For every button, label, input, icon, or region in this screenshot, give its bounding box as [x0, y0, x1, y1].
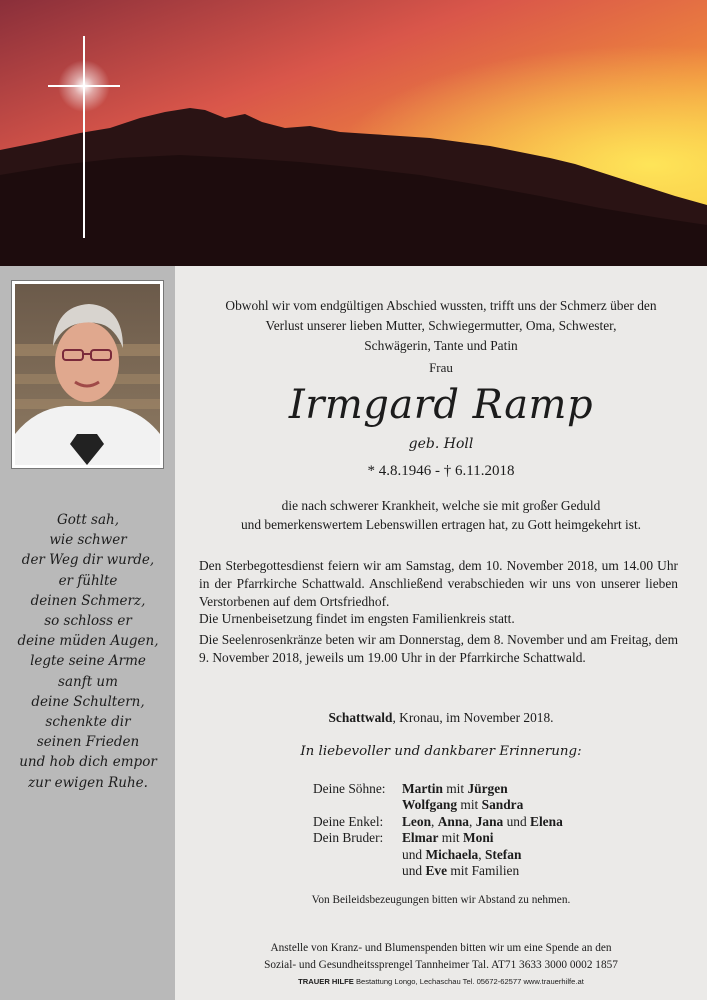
connector: und — [402, 863, 426, 879]
son-name: Martin — [402, 781, 443, 796]
connector: und — [402, 846, 426, 862]
poem-line: wie schwer — [49, 532, 127, 549]
illness-line: die nach schwerer Krankheit, welche sie mit großer Geduld — [281, 498, 601, 513]
connector: mit — [442, 781, 468, 796]
poem-line: und hob dich empor — [19, 754, 157, 771]
family-row — [313, 830, 563, 846]
relative-name: Michaela — [425, 846, 479, 862]
birth-name: geb. Holl — [408, 436, 474, 452]
condolences-note: Von Beileidsbezeugungen bitten wir Abstand zu nehmen. — [311, 894, 571, 906]
poem-line: Gott sah, — [56, 512, 119, 528]
rosary-paragraph: Die Seelenrosenkränze beten wir am Donnerstag, dem 8. November und am Freitag, dem 9. November 2018, jeweils um 19.00 Uhr in der Pfarrkirche Schattwald. — [199, 632, 678, 665]
poem-line: zur ewigen Ruhe. — [28, 774, 148, 791]
illness-line: und bemerkenswertem Lebenswillen ertragen hat, zu Gott heimgekehrt ist. — [240, 517, 642, 532]
intro-text — [195, 296, 687, 356]
grandchild-name: Elena — [530, 813, 563, 829]
footer-credit — [195, 977, 687, 986]
donation-line: Sozial- und Gesundheitssprengel Tannheimer Tal. AT71 3633 3000 0002 1857 — [264, 959, 618, 971]
poem — [8, 510, 168, 793]
connector: , — [478, 846, 485, 862]
poem-line: seinen Frieden — [36, 734, 140, 751]
brother-label: Dein Bruder: — [313, 830, 384, 846]
place-date-rest: , Kronau, im November 2018. — [392, 710, 554, 725]
connector: , — [469, 813, 476, 829]
funeral-paragraph: Den Sterbegottesdienst feiern wir am Samstag, dem 10. November 2018, um 14.00 Uhr in der Pfarrkirche Schattwald. Anschließend verabschieden wir uns von unserer lieben Verstorbenen auf dem Ortsfriedhof. — [199, 558, 678, 609]
connector: mit — [438, 830, 464, 846]
intro-line: Obwohl wir vom endgültigen Abschied wussten, trifft uns der Schmerz über den — [225, 298, 657, 313]
poem-line: so schloss er — [44, 613, 132, 630]
connector: mit Familien — [447, 863, 520, 879]
portrait-photo — [11, 280, 164, 469]
relative-name: Stefan — [484, 846, 522, 862]
donation-line: Anstelle von Kranz- und Blumenspenden bitten wir um eine Spende an den — [270, 942, 612, 954]
header-sunset-photo — [0, 0, 707, 266]
son-name: Wolfgang — [402, 797, 458, 813]
connector: , — [431, 813, 438, 829]
grandchildren-label: Deine Enkel: — [313, 813, 384, 829]
family-row — [313, 814, 563, 830]
partner-name: Sandra — [481, 797, 524, 813]
poem-line: der Weg dir wurde, — [21, 552, 155, 569]
salutation: Frau — [429, 360, 453, 375]
family-list — [313, 781, 563, 879]
relative-name: Eve — [425, 863, 448, 879]
deceased-name: Irmgard Ramp — [288, 382, 594, 428]
place-name: Schattwald — [328, 710, 393, 725]
place-date — [195, 710, 687, 726]
sons-label: Deine Söhne: — [313, 781, 386, 796]
life-dates: * 4.8.1946 - † 6.11.2018 — [367, 463, 515, 479]
poem-line: sanft um — [58, 673, 118, 690]
memory-line: In liebevoller und dankbarer Erinnerung: — [300, 744, 582, 759]
intro-line: Schwägerin, Tante und Patin — [364, 338, 518, 353]
poem-line: legte seine Arme — [30, 653, 146, 670]
brother-name: Elmar — [402, 830, 439, 846]
poem-line: deinen Schmerz, — [30, 592, 146, 609]
footer-brand: TRAUER HILFE — [298, 977, 354, 986]
partner-name: Jürgen — [467, 781, 508, 796]
donation-note — [195, 940, 687, 974]
connector: mit — [457, 797, 482, 813]
family-row — [313, 797, 563, 813]
family-row — [313, 863, 563, 879]
family-row — [313, 781, 563, 797]
illness-text — [195, 496, 687, 534]
footer-text: Bestattung Longo, Lechaschau Tel. 05672-62577 www.trauerhilfe.at — [353, 977, 584, 986]
poem-line: deine Schultern, — [31, 693, 145, 710]
poem-line: er fühlte — [58, 572, 118, 589]
grandchild-name: Jana — [475, 813, 504, 829]
family-row — [313, 847, 563, 863]
grandchild-name: Leon — [402, 813, 432, 829]
partner-name: Moni — [463, 830, 494, 846]
connector: und — [503, 813, 531, 829]
poem-line: deine müden Augen, — [17, 633, 159, 650]
poem-line: schenkte dir — [45, 714, 131, 731]
urn-paragraph: Die Urnenbeisetzung findet im engsten Familienkreis statt. — [199, 611, 515, 626]
grandchild-name: Anna — [437, 813, 469, 829]
intro-line: Verlust unserer lieben Mutter, Schwiegermutter, Oma, Schwester, — [265, 318, 617, 333]
